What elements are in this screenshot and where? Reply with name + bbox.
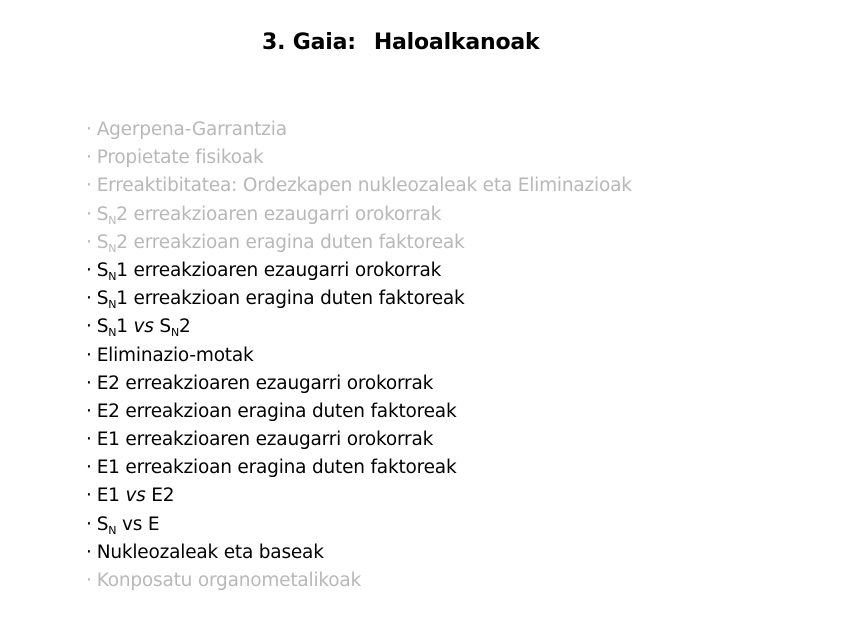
topic-item — [86, 144, 632, 172]
topic-label: E1 erreakzioaren ezaugarri orokorrak — [96, 429, 434, 451]
topic-item — [86, 370, 632, 398]
bullet-dot: · — [86, 175, 92, 197]
text-part: S — [96, 513, 109, 535]
topic-item — [86, 398, 632, 426]
subscript: N — [108, 241, 117, 255]
topic-item — [86, 116, 632, 144]
bullet-dot: · — [86, 570, 92, 591]
bullet-dot: · — [86, 288, 92, 310]
topic-list — [86, 116, 632, 595]
subscript: N — [170, 326, 179, 340]
topic-item — [86, 229, 632, 257]
topic-label — [97, 485, 175, 506]
topic-item — [86, 313, 632, 341]
topic-label: Erreaktibitatea: Ordezkapen nukleozaleak eta Eliminazioak — [96, 175, 632, 197]
topic-label: Agerpena-Garrantzia — [96, 119, 287, 140]
topic-label: Konposatu organometalikoak — [96, 570, 362, 591]
topic-item — [86, 285, 632, 313]
topic-label: E2 erreakzioaren ezaugarri orokorrak — [96, 372, 434, 394]
text-part: S — [96, 231, 109, 253]
topic-item — [86, 454, 632, 482]
text-part: S — [96, 259, 109, 281]
bullet-dot: · — [86, 485, 92, 507]
bullet-dot: · — [86, 203, 92, 225]
subscript: N — [108, 523, 117, 537]
bullet-dot: · — [86, 429, 92, 451]
chapter-name: Haloalkanoak — [373, 30, 540, 55]
text-part: 1 erreakzioaren ezaugarri orokorrak — [116, 259, 442, 281]
bullet-dot: · — [86, 372, 92, 394]
topic-item — [86, 482, 632, 510]
chapter-number: 3. Gaia: — [262, 30, 356, 55]
topic-label: Propietate fisikoak — [96, 147, 264, 169]
text-part: S — [96, 316, 109, 338]
subscript: N — [108, 298, 117, 312]
text-part: 2 erreakzioan eragina duten faktoreak — [116, 231, 465, 253]
text-part: 2 erreakzioaren ezaugarri orokorrak — [116, 203, 442, 225]
text-part: vs E — [116, 513, 160, 535]
bullet-dot: · — [86, 344, 92, 366]
topic-item — [86, 511, 632, 539]
bullet-dot: · — [86, 316, 92, 338]
bullet-dot: · — [86, 400, 92, 422]
topic-label: E2 erreakzioan eragina duten faktoreak — [96, 400, 457, 422]
slide-title — [262, 30, 539, 55]
bullet-dot: · — [86, 541, 92, 563]
topic-label — [97, 514, 160, 535]
bullet-dot: · — [86, 231, 92, 253]
topic-item — [86, 539, 632, 567]
subscript: N — [108, 213, 117, 227]
topic-label: E1 erreakzioan eragina duten faktoreak — [96, 457, 457, 479]
text-part: S — [96, 288, 109, 310]
bullet-dot: · — [86, 457, 92, 479]
topic-item — [86, 257, 632, 285]
topic-item — [86, 426, 632, 454]
subscript: N — [108, 269, 117, 283]
text-part: 2 — [178, 316, 191, 338]
text-part: E1 — [96, 485, 126, 507]
topic-label — [97, 232, 465, 253]
subscript: N — [108, 326, 117, 340]
text-part: 1 erreakzioan eragina duten faktoreak — [116, 288, 465, 310]
bullet-dot: · — [86, 119, 92, 140]
text-part: 1 — [116, 316, 134, 338]
italic-text: vs — [125, 485, 146, 507]
topic-label — [96, 288, 465, 312]
text-part: E2 — [145, 485, 175, 507]
bullet-dot: · — [86, 147, 92, 169]
topic-label: Eliminazio-motak — [96, 344, 254, 366]
topic-label — [97, 260, 442, 281]
topic-label — [97, 204, 442, 225]
topic-item — [86, 201, 632, 229]
bullet-dot: · — [86, 259, 92, 281]
italic-text: vs — [133, 316, 154, 338]
topic-item — [86, 342, 632, 370]
text-part: S — [153, 316, 171, 338]
topic-label: Nukleozaleak eta baseak — [96, 541, 324, 563]
topic-label — [96, 316, 191, 340]
topic-item — [86, 172, 632, 200]
text-part: S — [96, 203, 109, 225]
bullet-dot: · — [86, 513, 92, 535]
topic-item — [86, 567, 632, 595]
